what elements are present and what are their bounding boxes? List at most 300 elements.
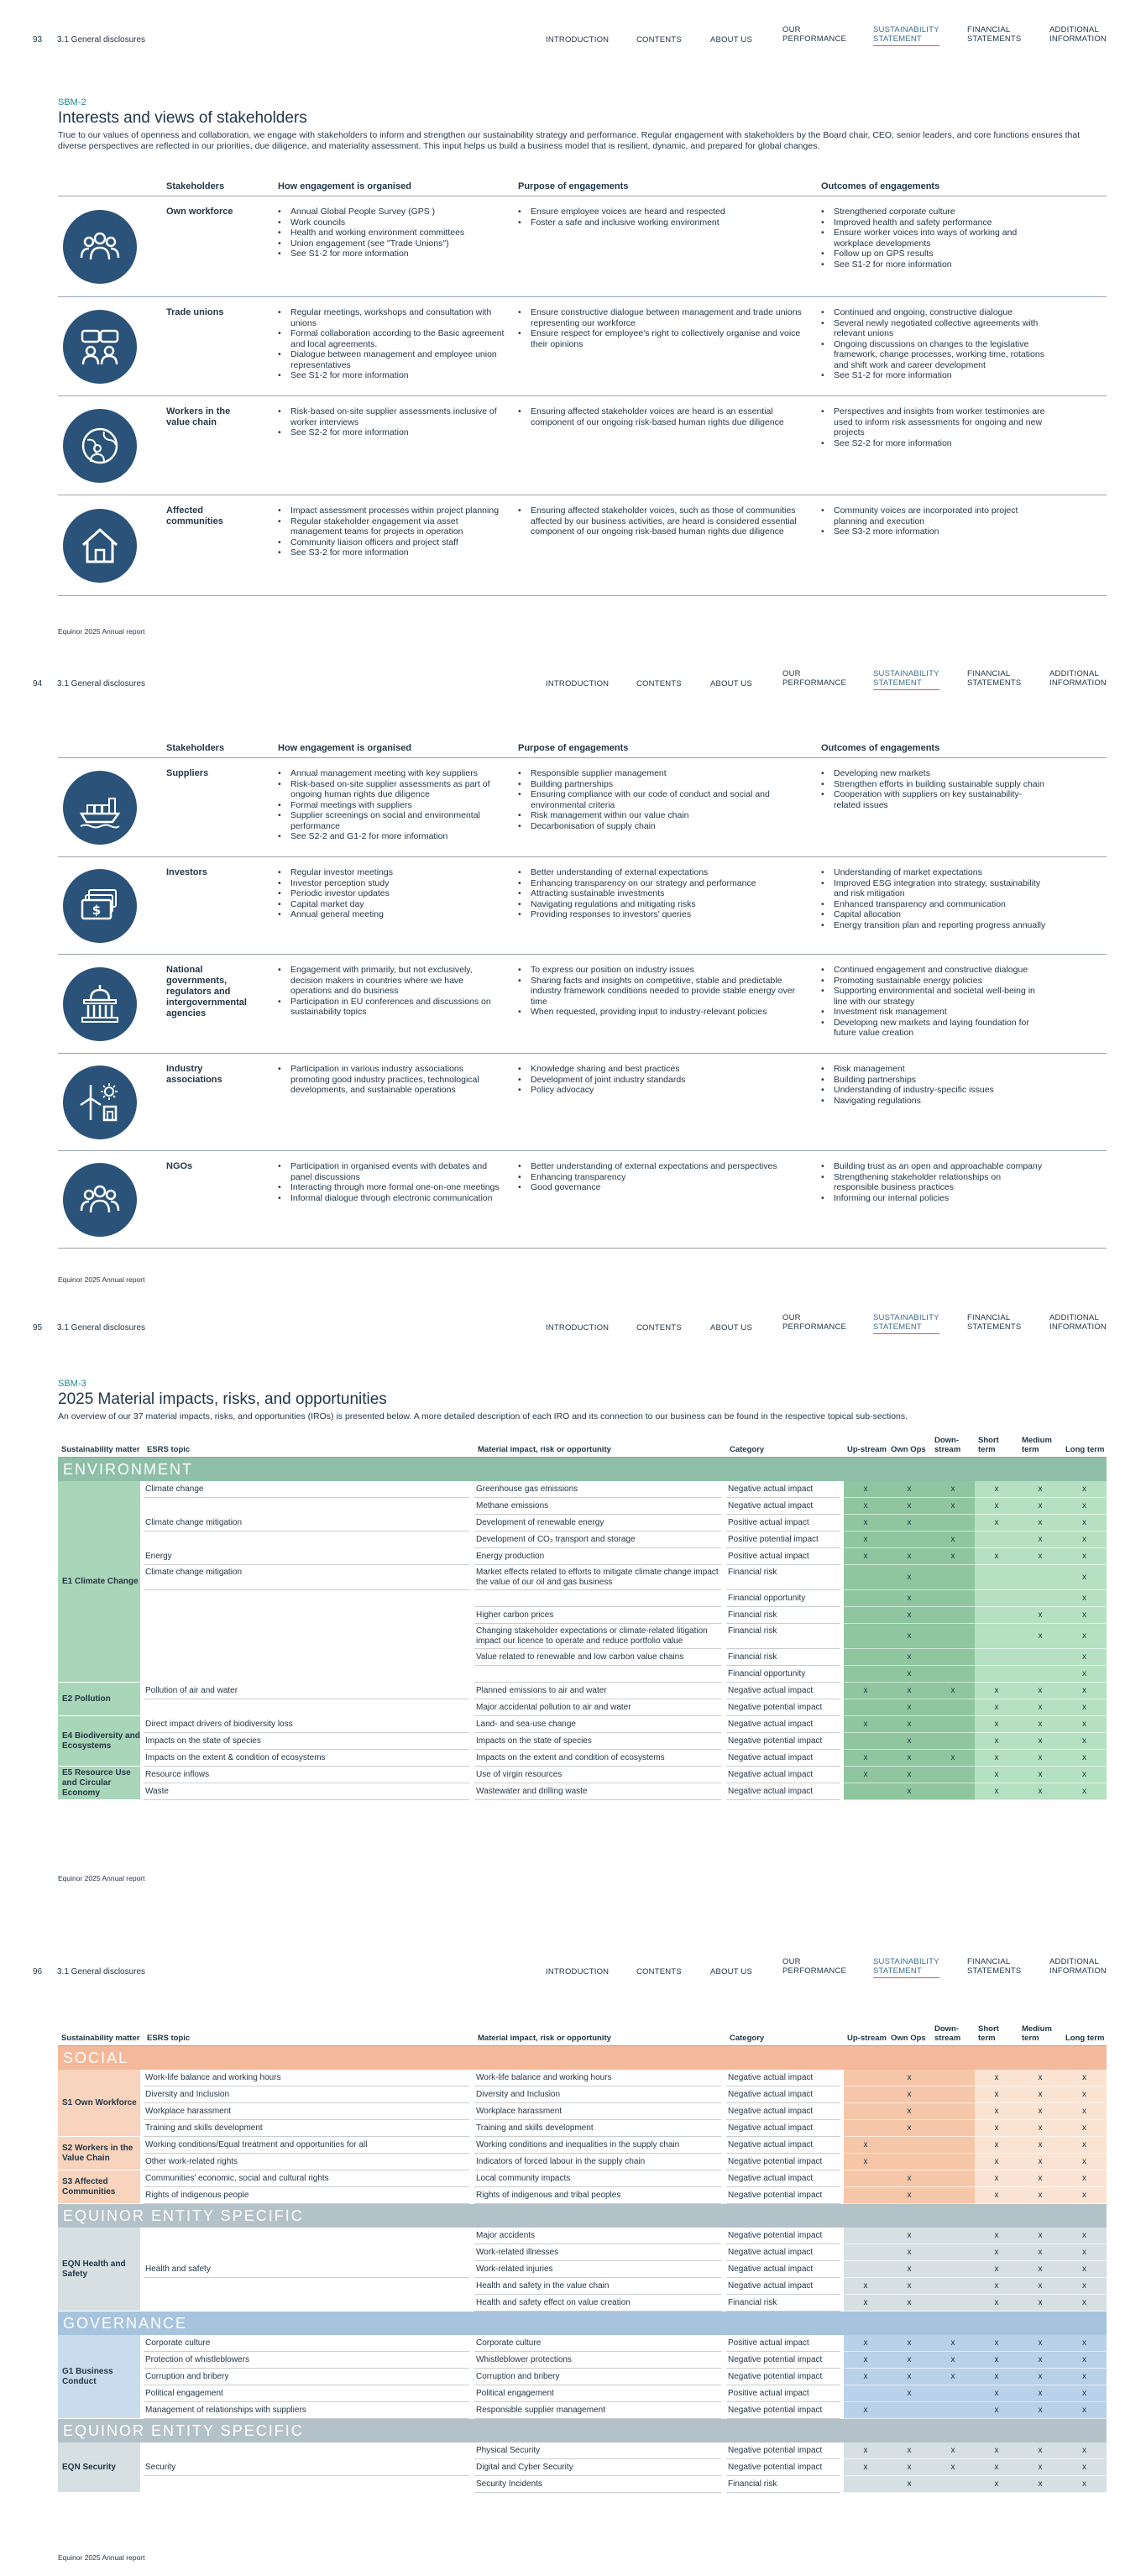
downstream-mark: x: [931, 2352, 975, 2369]
stakeholder-name: Own workforce: [166, 207, 233, 217]
long-term-mark: x: [1062, 2086, 1107, 2103]
nav-sustainability-statement[interactable]: SUSTAINABILITY STATEMENT: [873, 1313, 939, 1334]
nav-our-performance[interactable]: OUR PERFORMANCE: [782, 669, 847, 688]
stakeholder-name: Suppliers: [166, 768, 209, 778]
iro-row: [58, 1531, 1107, 1548]
iro-row: [58, 2228, 1107, 2244]
own-ops-mark: x: [887, 2086, 931, 2103]
bullet-item: • Developing new markets and laying foundation for future value creation: [821, 1018, 1046, 1039]
upstream-mark: x: [844, 1683, 887, 1699]
bullet-item: • Regular investor meetings: [278, 867, 505, 878]
iro-category: Negative actual impact: [726, 2278, 840, 2295]
iro-category: Negative actual impact: [726, 1498, 840, 1515]
downstream-mark: [931, 1624, 975, 1649]
esrs-topic: Diversity and Inclusion: [144, 2086, 469, 2103]
iro-column-header: Category: [730, 1445, 765, 1454]
bullet-item: • Improved ESG integration into strategy, sustainability and risk mitigation: [821, 878, 1046, 899]
medium-term-mark: x: [1018, 2385, 1062, 2402]
own-ops-mark: x: [887, 1565, 931, 1590]
short-term-mark: [975, 1666, 1018, 1683]
downstream-mark: [931, 2228, 975, 2244]
nav-contents[interactable]: CONTENTS: [636, 1967, 682, 1977]
page-number: 93: [33, 35, 43, 45]
page-96: [0, 1932, 1146, 2576]
medium-term-mark: x: [1018, 2170, 1062, 2187]
group-label-text: E1 Climate Change: [62, 1576, 139, 1586]
iro-table-header: [58, 2021, 1107, 2046]
short-term-mark: x: [975, 1783, 1018, 1800]
esrs-topic: Political engagement: [144, 2385, 469, 2402]
sustainability-group: [58, 2137, 1107, 2170]
bullet-list: [821, 307, 1046, 381]
bullet-list: [278, 1161, 505, 1203]
iro-row: [58, 2103, 1107, 2120]
bullet-list: [821, 406, 1046, 448]
bullet-item[interactable]: • See S3-2 more information: [821, 526, 1046, 537]
iro-column-header: Up-stream: [847, 2034, 887, 2043]
downstream-mark: x: [931, 1531, 975, 1548]
iro-row: [58, 1565, 1107, 1590]
upstream-mark: [844, 2086, 887, 2103]
bullet-item[interactable]: • See S1-2 for more information: [278, 249, 505, 259]
medium-term-mark: x: [1018, 2187, 1062, 2204]
bullet-item: • Ensure respect for employee's right to collectively organise and voice their opinions: [518, 328, 808, 349]
upstream-mark: x: [844, 2352, 887, 2369]
esrs-topic: [144, 2295, 469, 2312]
iro-description: Digital and Cyber Security: [474, 2459, 721, 2476]
short-term-mark: x: [975, 2187, 1018, 2204]
engagement-column: [278, 307, 505, 381]
short-term-mark: x: [975, 2295, 1018, 2312]
engagement-column: [821, 1064, 1046, 1106]
long-term-mark: x: [1062, 2476, 1107, 2493]
nav-additional-information[interactable]: ADDITIONAL INFORMATION: [1049, 25, 1107, 44]
bullet-item[interactable]: • See S3-2 for more information: [278, 547, 505, 558]
engagement-column: [278, 965, 505, 1018]
bullet-item: • Supplier screenings on social and environmental performance: [278, 810, 505, 831]
iro-description: Value related to renewable and low carbon value chains: [474, 1649, 721, 1666]
short-term-mark: x: [975, 2369, 1018, 2385]
stakeholder-row: [58, 495, 1107, 596]
esrs-topic: [144, 1666, 469, 1683]
short-term-mark: x: [975, 1548, 1018, 1565]
nav-additional-information[interactable]: ADDITIONAL INFORMATION: [1049, 669, 1107, 688]
own-ops-mark: x: [887, 1481, 931, 1498]
capitol-icon: [79, 983, 121, 1025]
iro-description: Major accidental pollution to air and water: [474, 1699, 721, 1716]
sustainability-group: [58, 2228, 1107, 2312]
engagement-column: [518, 207, 808, 228]
bullet-item: • Perspectives and insights from worker testimonies are used to inform risk assessments for ongoing and new projects: [821, 406, 1046, 438]
own-ops-mark: x: [887, 2070, 931, 2086]
page-number: 94: [33, 679, 43, 689]
iro-table-environment: [58, 1432, 1107, 1800]
iro-category: Negative actual impact: [726, 1750, 840, 1767]
long-term-mark: x: [1062, 1750, 1107, 1767]
iro-column-header: Medium term: [1022, 1436, 1052, 1454]
medium-term-mark: x: [1018, 2244, 1062, 2261]
own-ops-mark: x: [887, 1607, 931, 1624]
stakeholder-name: Industry associations: [166, 1064, 222, 1085]
bullet-item: • Navigating regulations: [821, 1096, 1046, 1107]
short-term-mark: x: [975, 2476, 1018, 2493]
bullet-item: • Decarbonisation of supply chain: [518, 821, 808, 832]
bullet-item: • Participation in EU conferences and discussions on sustainability topics: [278, 997, 505, 1018]
bullet-item: • Interacting through more formal one-on-one meetings: [278, 1182, 505, 1193]
long-term-mark: x: [1062, 1699, 1107, 1716]
bullet-item: • Responsible supplier management: [518, 768, 808, 779]
bullet-list: [278, 1064, 505, 1096]
long-term-mark: x: [1062, 1498, 1107, 1515]
downstream-mark: [931, 1733, 975, 1750]
iro-description: Market effects related to efforts to mitigate climate change impact the value of our oil and gas business: [474, 1565, 721, 1590]
bullet-item: • Enhancing transparency: [518, 1172, 808, 1183]
own-ops-mark: x: [887, 2335, 931, 2352]
esrs-topic: Working conditions/Equal treatment and opportunities for all: [144, 2137, 469, 2154]
medium-term-mark: x: [1018, 2070, 1062, 2086]
long-term-mark: x: [1062, 1624, 1107, 1649]
short-term-mark: x: [975, 2228, 1018, 2244]
iro-table-social-governance: [58, 2021, 1107, 2493]
bullet-list: [518, 207, 808, 228]
iro-row: [58, 2170, 1107, 2187]
downstream-mark: [931, 2385, 975, 2402]
group-label-text: S2 Workers in the Value Chain: [62, 2143, 133, 2163]
iro-category: Negative potential impact: [726, 2187, 840, 2204]
medium-term-mark: x: [1018, 2278, 1062, 2295]
nav-about-us[interactable]: ABOUT US: [710, 679, 752, 689]
iro-column-header: Own Ops: [891, 2034, 926, 2043]
iro-category: Negative actual impact: [726, 2244, 840, 2261]
stakeholder-icon-circle: [63, 310, 137, 384]
iro-row: [58, 2295, 1107, 2312]
nav-about-us[interactable]: ABOUT US: [710, 35, 752, 45]
bullet-item: • Better understanding of external expectations and perspectives: [518, 1161, 808, 1172]
iro-column-header: Down-stream: [934, 1436, 961, 1454]
short-term-mark: x: [975, 2278, 1018, 2295]
iro-description: Whistleblower protections: [474, 2352, 721, 2369]
iro-description: Greenhouse gas emissions: [474, 1481, 721, 1498]
long-term-mark: x: [1062, 2070, 1107, 2086]
upstream-mark: x: [844, 2137, 887, 2154]
medium-term-mark: x: [1018, 1515, 1062, 1531]
engagement-column: [278, 207, 505, 259]
iro-row: [58, 2120, 1107, 2137]
short-term-mark: x: [975, 2103, 1018, 2120]
iro-row: [58, 2366, 1107, 2386]
nav-introduction[interactable]: INTRODUCTION: [546, 1967, 610, 1977]
iro-row: [58, 1649, 1107, 1666]
short-term-mark: x: [975, 2459, 1018, 2476]
nav-introduction[interactable]: INTRODUCTION: [546, 1323, 610, 1333]
upstream-mark: [844, 2261, 887, 2278]
medium-term-mark: x: [1018, 1624, 1062, 1649]
iro-row: [58, 1515, 1107, 1531]
iro-row: [58, 2352, 1107, 2369]
medium-term-mark: x: [1018, 1481, 1062, 1498]
esrs-topic: Security: [144, 2459, 469, 2476]
own-ops-mark: x: [887, 2278, 931, 2295]
bullet-item: • Cooperation with suppliers on key sustainability-related issues: [821, 789, 1046, 810]
bullet-item: • Periodic investor updates: [278, 888, 505, 899]
downstream-mark: [931, 2402, 975, 2419]
iro-row: [58, 1730, 1107, 1751]
bullet-item: • Engagement with primarily, but not exclusively, decision makers in countries where we have operations and do business: [278, 965, 505, 997]
iro-row: [58, 1683, 1107, 1699]
nav-additional-information[interactable]: ADDITIONAL INFORMATION: [1049, 1313, 1107, 1332]
column-header: Stakeholders: [166, 743, 225, 753]
engagement-column: [278, 406, 505, 438]
stakeholder-row: [58, 297, 1107, 396]
iro-row: [58, 1666, 1107, 1683]
nav-financial-statements[interactable]: FINANCIAL STATEMENTS: [967, 1313, 1022, 1332]
upstream-mark: [844, 2228, 887, 2244]
nav-sustainability-statement[interactable]: SUSTAINABILITY STATEMENT: [873, 1957, 939, 1978]
short-term-mark: x: [975, 2154, 1018, 2170]
iro-row: [58, 2137, 1107, 2154]
stakeholder-name: Affected communities: [166, 505, 223, 526]
upstream-mark: x: [844, 2402, 887, 2419]
iro-description: Workplace harassment: [474, 2103, 721, 2120]
iro-description: Work-related injuries: [474, 2261, 721, 2278]
section-label: 3.1 General disclosures: [57, 1967, 146, 1977]
nav-our-performance[interactable]: OUR PERFORMANCE: [782, 1313, 847, 1332]
iro-column-header: Material impact, risk or opportunity: [478, 1445, 611, 1454]
iro-row: [58, 1750, 1107, 1767]
medium-term-mark: [1018, 1649, 1062, 1666]
bullet-list: [278, 768, 505, 842]
iro-row: [58, 1481, 1107, 1498]
iro-description: Higher carbon prices: [474, 1607, 721, 1624]
bullet-item: • Sharing facts and insights on competitive, stable and predictable industry framework conditions needed to provide stable energy over time: [518, 976, 808, 1008]
nav-additional-information[interactable]: ADDITIONAL INFORMATION: [1049, 1957, 1107, 1976]
upstream-mark: [844, 2187, 887, 2204]
group-label-text: S1 Own Workforce: [62, 2097, 137, 2107]
bullet-item[interactable]: • See S2-2 and G1-2 for more information: [278, 831, 505, 842]
own-ops-mark: x: [887, 2369, 931, 2385]
nav-contents[interactable]: CONTENTS: [636, 679, 682, 689]
bullet-item: • Regular stakeholder engagement via asset management teams for projects in operation: [278, 516, 505, 537]
stakeholder-row: [58, 955, 1107, 1054]
bullet-item: • Ensuring affected stakeholder voices are heard is an essential component of our ongoing risk-based human rights due diligence: [518, 406, 808, 427]
iro-category: Negative actual impact: [726, 1767, 840, 1783]
stakeholder-icon-circle: [63, 409, 137, 483]
nav-about-us[interactable]: ABOUT US: [710, 1967, 752, 1977]
nav-financial-statements[interactable]: FINANCIAL STATEMENTS: [967, 1957, 1022, 1976]
engagement-column: [518, 1064, 808, 1096]
bullet-list: [278, 965, 505, 1018]
bullet-list: [278, 406, 505, 438]
nav-financial-statements[interactable]: FINANCIAL STATEMENTS: [967, 25, 1022, 44]
downstream-mark: [931, 1767, 975, 1783]
own-ops-mark: x: [887, 1498, 931, 1515]
bullet-item: • Impact assessment processes within project planning: [278, 505, 505, 516]
bullet-item[interactable]: • See S1-2 for more information: [821, 259, 1046, 270]
bullet-list: [518, 867, 808, 920]
iro-category: Financial risk: [726, 1624, 840, 1649]
nav-introduction[interactable]: INTRODUCTION: [546, 679, 610, 689]
upstream-mark: x: [844, 1548, 887, 1565]
bullet-list: [821, 505, 1046, 537]
short-term-mark: x: [975, 2261, 1018, 2278]
bullet-item: • Investment risk management: [821, 1007, 1046, 1018]
bullet-item: • Ongoing discussions on changes to the legislative framework, change processes, working time, rotations and shift work and career development: [821, 339, 1046, 371]
downstream-mark: [931, 2476, 975, 2493]
stakeholder-name: Investors: [166, 867, 207, 877]
esrs-topic: Other work-related rights: [144, 2154, 469, 2170]
iro-row: [58, 1590, 1107, 1607]
nav-financial-statements[interactable]: FINANCIAL STATEMENTS: [967, 669, 1022, 688]
medium-term-mark: [1018, 1565, 1062, 1590]
page-94: [0, 644, 1146, 1288]
people-icon: [79, 226, 121, 268]
downstream-mark: [931, 1590, 975, 1607]
section-label: 3.1 General disclosures: [57, 35, 146, 45]
iro-column-header: Material impact, risk or opportunity: [478, 2034, 611, 2043]
bullet-item: • Union engagement (see "Trade Unions"): [278, 238, 505, 249]
group-label-text: G1 Business Conduct: [62, 2366, 113, 2386]
iro-category: Financial risk: [726, 1607, 840, 1624]
bullet-item: • Participation in organised events with debates and panel discussions: [278, 1161, 505, 1182]
upstream-mark: [844, 2070, 887, 2086]
iro-description: Planned emissions to air and water: [474, 1683, 721, 1699]
bullet-item: • Risk management within our value chain: [518, 810, 808, 821]
short-term-mark: x: [975, 1498, 1018, 1515]
sustainability-group: [58, 2442, 1107, 2493]
short-term-mark: x: [975, 1515, 1018, 1531]
nav-sustainability-statement[interactable]: SUSTAINABILITY STATEMENT: [873, 25, 939, 46]
long-term-mark: x: [1062, 1767, 1107, 1783]
footer-label: Equinor 2025 Annual report: [58, 1275, 145, 1284]
iro-table-header: [58, 1432, 1107, 1458]
medium-term-mark: x: [1018, 2442, 1062, 2459]
stakeholder-icon-circle: [63, 771, 137, 845]
money-icon: [79, 885, 121, 927]
iro-row: [58, 2402, 1107, 2419]
long-term-mark: x: [1062, 1515, 1107, 1531]
iro-description: Security Incidents: [474, 2476, 721, 2493]
iro-description: Impacts on the state of species: [474, 1733, 721, 1750]
bullet-item: • Providing responses to investors' queries: [518, 909, 808, 920]
upstream-mark: [844, 1666, 887, 1683]
nav-sustainability-statement[interactable]: SUSTAINABILITY STATEMENT: [873, 669, 939, 690]
disclosure-code: SBM-3: [58, 1379, 86, 1389]
footer-label: Equinor 2025 Annual report: [58, 1874, 145, 1882]
iro-column-header: ESRS topic: [147, 1445, 191, 1454]
dialogue-icon: [79, 326, 121, 368]
bullet-item: • Ensure constructive dialogue between management and trade unions representing our workforce: [518, 307, 808, 328]
downstream-mark: [931, 2261, 975, 2278]
nav-contents[interactable]: CONTENTS: [636, 1323, 682, 1333]
esrs-topic: Resource inflows: [144, 1767, 469, 1783]
bullet-item: • Strengthening stakeholder relationships on responsible business practices: [821, 1172, 1046, 1193]
bullet-list: [821, 768, 1046, 810]
own-ops-mark: x: [887, 1783, 931, 1800]
esrs-topic: Training and skills development: [144, 2120, 469, 2137]
iro-description: Training and skills development: [474, 2120, 721, 2137]
long-term-mark: x: [1062, 2369, 1107, 2385]
own-ops-mark: x: [887, 2261, 931, 2278]
own-ops-mark: x: [887, 1624, 931, 1649]
bullet-item: • Understanding of industry-specific issues: [821, 1085, 1046, 1096]
engagement-column: [518, 505, 808, 537]
iro-category: Financial opportunity: [726, 1590, 840, 1607]
long-term-mark: x: [1062, 1590, 1107, 1607]
nav-introduction[interactable]: INTRODUCTION: [546, 35, 610, 45]
bullet-item: • Energy transition plan and reporting progress annually: [821, 920, 1046, 931]
page-header: [0, 1310, 1146, 1338]
medium-term-mark: x: [1018, 2459, 1062, 2476]
downstream-mark: [931, 2295, 975, 2312]
esrs-topic: Pollution of air and water: [144, 1683, 469, 1699]
iro-description: Health and safety effect on value creation: [474, 2295, 721, 2312]
disclosure-code: SBM-2: [58, 97, 86, 107]
bullet-item: • Risk-based on-site supplier assessments as part of ongoing human rights due diligence: [278, 779, 505, 800]
bullet-item: • Several newly negotiated collective agreements with relevant unions: [821, 318, 1046, 339]
engagement-column: [821, 505, 1046, 537]
iro-category: Negative actual impact: [726, 2170, 840, 2187]
nav-contents[interactable]: CONTENTS: [636, 35, 682, 45]
iro-row: [58, 2187, 1107, 2204]
column-header: Outcomes of engagements: [821, 743, 940, 753]
category-band: ENVIRONMENT: [58, 1458, 1107, 1481]
upstream-mark: [844, 1565, 887, 1590]
bullet-item: • Community voices are incorporated into project planning and execution: [821, 505, 1046, 526]
bullet-item: • Ensure worker voices into ways of working and workplace developments: [821, 228, 1046, 249]
stakeholder-name: Trade unions: [166, 307, 224, 317]
engagement-column: [278, 1064, 505, 1096]
short-term-mark: x: [975, 2170, 1018, 2187]
bullet-item[interactable]: • See S1-2 for more information: [278, 370, 505, 381]
downstream-mark: [931, 2070, 975, 2086]
bullet-item[interactable]: • See S1-2 for more information: [821, 370, 1046, 381]
downstream-mark: x: [931, 1548, 975, 1565]
esrs-topic: [144, 1607, 469, 1624]
bullet-item[interactable]: • See S2-2 for more information: [821, 438, 1046, 449]
nav-about-us[interactable]: ABOUT US: [710, 1323, 752, 1333]
medium-term-mark: x: [1018, 1498, 1062, 1515]
iro-category: Positive actual impact: [726, 2335, 840, 2352]
esrs-topic: Energy: [144, 1548, 469, 1565]
iro-description: Work-life balance and working hours: [474, 2070, 721, 2086]
own-ops-mark: x: [887, 2476, 931, 2493]
own-ops-mark: x: [887, 2295, 931, 2312]
iro-category: Negative potential impact: [726, 2402, 840, 2419]
esrs-topic: Corporate culture: [144, 2335, 469, 2352]
bullet-item[interactable]: • See S2-2 for more information: [278, 427, 505, 438]
medium-term-mark: x: [1018, 2154, 1062, 2170]
iro-category: Negative actual impact: [726, 1783, 840, 1800]
nav-our-performance[interactable]: OUR PERFORMANCE: [782, 1957, 847, 1976]
category-band: EQUINOR ENTITY SPECIFIC: [58, 2419, 1107, 2442]
stakeholder-name: National governments, regulators and intergovernmental agencies: [166, 965, 247, 1018]
iro-row: [58, 2086, 1107, 2103]
own-ops-mark: x: [887, 1548, 931, 1565]
page-number: 96: [33, 1967, 43, 1977]
short-term-mark: x: [975, 2244, 1018, 2261]
medium-term-mark: x: [1018, 1683, 1062, 1699]
bullet-item: • Risk management: [821, 1064, 1046, 1075]
sustainability-group: [58, 2170, 1107, 2204]
iro-description: Wastewater and drilling waste: [474, 1783, 721, 1800]
medium-term-mark: x: [1018, 1531, 1062, 1548]
bullet-item: • Capital market day: [278, 899, 505, 910]
iro-description: Methane emissions: [474, 1498, 721, 1515]
long-term-mark: x: [1062, 2244, 1107, 2261]
nav-our-performance[interactable]: OUR PERFORMANCE: [782, 25, 847, 44]
sustainability-group: [58, 1767, 1107, 1800]
downstream-mark: [931, 2086, 975, 2103]
